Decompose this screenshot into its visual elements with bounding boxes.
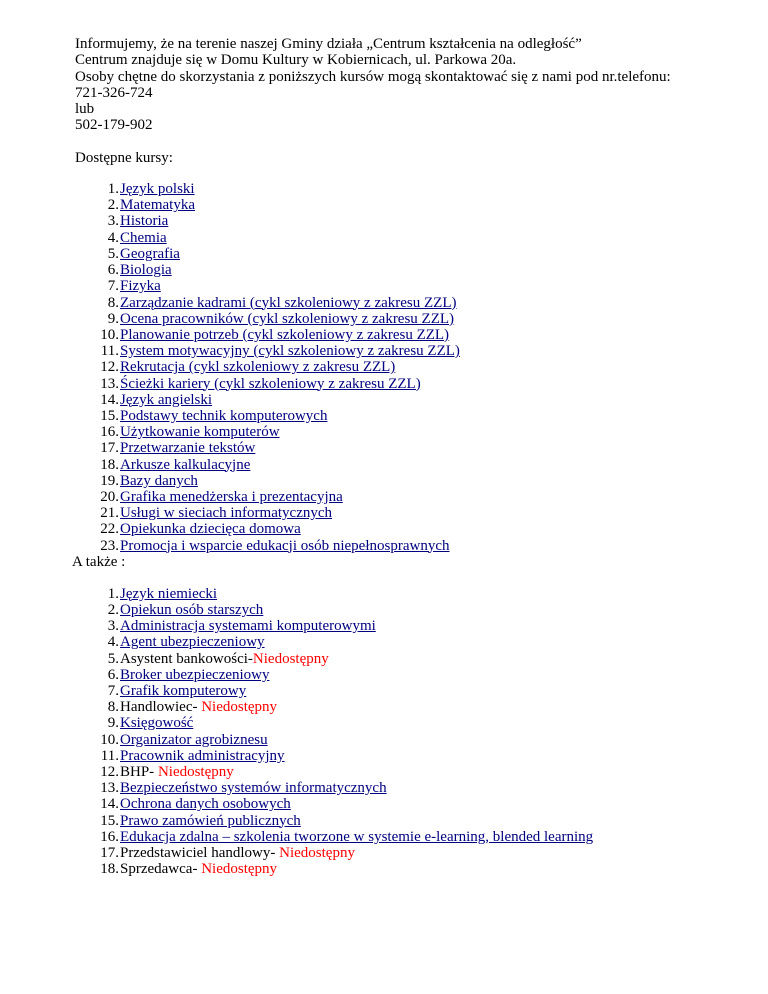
list-item [75, 457, 755, 473]
list-item-number: 15. [100, 407, 119, 424]
list-item-number: 17. [100, 440, 119, 457]
course-link[interactable]: Ścieżki kariery (cykl szkoleniowy z zakresu ZZL) [120, 375, 421, 392]
course-link[interactable]: Administracja systemami komputerowymi [120, 618, 376, 635]
course-link[interactable]: Grafika menedżerska i prezentacyjna [120, 488, 343, 505]
list-item-number: 3. [107, 213, 119, 230]
or-text: lub [75, 101, 95, 118]
course-label: BHP- [120, 763, 158, 780]
list-item [75, 699, 755, 715]
list-item [75, 813, 755, 829]
list-item [75, 213, 755, 229]
list-item [75, 343, 755, 359]
course-link[interactable]: Ochrona danych osobowych [120, 796, 291, 813]
list-item-number: 21. [100, 505, 119, 522]
course-label: Sprzedawca- [120, 861, 202, 878]
list-item-number: 12. [100, 763, 119, 780]
list-item [75, 440, 755, 456]
list-item [75, 634, 755, 650]
list-item [75, 602, 755, 618]
list-item-number: 10. [100, 731, 119, 748]
course-link[interactable]: Rekrutacja (cykl szkoleniowy z zakresu ZZL) [120, 359, 396, 376]
list-item [75, 262, 755, 278]
list-item [75, 829, 755, 845]
course-link[interactable]: Opiekun osób starszych [120, 601, 264, 618]
list-item [75, 586, 755, 602]
list-item-number: 8. [107, 699, 119, 716]
list-item-number: 14. [100, 796, 119, 813]
list-item-number: 19. [100, 472, 119, 489]
course-link[interactable]: Edukacja zdalna – szkolenia tworzone w systemie e-learning, blended learning [120, 828, 594, 845]
list-item [75, 764, 755, 780]
list-item [75, 618, 755, 634]
course-label: Przedstawiciel handlowy- [120, 845, 280, 861]
course-link[interactable]: Organizator agrobiznesu [120, 731, 268, 748]
list-item [75, 473, 755, 489]
list-item [75, 376, 755, 392]
course-link[interactable]: Opiekunka dziecięca domowa [120, 521, 301, 538]
list-item-number: 18. [100, 861, 119, 878]
phone-number-1: 721-326-724 [75, 84, 153, 101]
intro-line-3: Osoby chętne do skorzystania z poniższych kursów mogą skontaktować się z nami pod nr.telefonu: [75, 68, 671, 85]
list-item-number: 11. [100, 343, 119, 360]
list-item [75, 359, 755, 375]
list-item [75, 683, 755, 699]
list-item-number: 20. [100, 488, 119, 505]
list-item-number: 3. [107, 618, 119, 635]
list-item-number: 17. [100, 845, 119, 861]
unavailable-status: Niedostępny [252, 650, 329, 667]
list-item [75, 408, 755, 424]
list-item-number: 6. [107, 666, 119, 683]
list-item-number: 11. [100, 747, 119, 764]
course-link[interactable]: Bazy danych [120, 472, 198, 489]
list-item-number: 8. [107, 294, 119, 311]
course-label: Handlowiec- [120, 699, 202, 716]
also-courses-list [75, 586, 755, 878]
course-link[interactable]: Bezpieczeństwo systemów informatycznych [120, 780, 387, 797]
list-item [75, 197, 755, 213]
list-item [75, 327, 755, 343]
list-item-number: 9. [107, 715, 119, 732]
list-item [75, 311, 755, 327]
course-link[interactable]: Planowanie potrzeb (cykl szkoleniowy z zakresu ZZL) [120, 326, 450, 343]
list-item [75, 748, 755, 764]
course-link[interactable]: Ocena pracowników (cykl szkoleniowy z zakresu ZZL) [120, 310, 455, 327]
course-link[interactable]: Chemia [120, 229, 167, 246]
course-link[interactable]: Fizyka [120, 278, 161, 295]
list-item [75, 715, 755, 731]
course-link[interactable]: System motywacyjny (cykl szkoleniowy z zakresu ZZL) [120, 343, 460, 360]
list-item-number: 2. [107, 601, 119, 618]
list-item-number: 7. [107, 278, 119, 295]
course-link[interactable]: Przetwarzanie tekstów [120, 440, 256, 457]
list-item [75, 278, 755, 294]
course-link[interactable]: Podstawy technik komputerowych [120, 407, 328, 424]
list-item [75, 424, 755, 440]
course-link[interactable]: Promocja i wsparcie edukacji osób niepełnosprawnych [120, 537, 450, 554]
course-link[interactable]: Grafik komputerowy [120, 682, 247, 699]
list-item [75, 505, 755, 521]
list-item-number: 5. [107, 650, 119, 667]
unavailable-status: Niedostępny [157, 763, 234, 780]
course-link[interactable]: Zarządzanie kadrami (cykl szkoleniowy z zakresu ZZL) [120, 294, 457, 311]
list-item-number: 12. [100, 359, 119, 376]
list-item-number: 10. [100, 326, 119, 343]
list-item-number: 6. [107, 262, 119, 279]
document-page [72, 36, 755, 878]
list-item [75, 651, 755, 667]
list-item-number: 4. [107, 229, 119, 246]
unavailable-status: Niedostępny [201, 699, 278, 716]
list-item [75, 732, 755, 748]
list-item-number: 4. [107, 634, 119, 651]
list-item [75, 796, 755, 812]
list-item [75, 845, 755, 861]
list-item-number: 13. [100, 780, 119, 797]
course-link[interactable]: Język polski [120, 181, 195, 198]
list-item [75, 667, 755, 683]
list-item-number: 7. [107, 682, 119, 699]
course-link[interactable]: Prawo zamówień publicznych [120, 812, 301, 829]
course-link[interactable]: Arkusze kalkulacyjne [120, 456, 251, 473]
list-item-number: 16. [100, 424, 119, 441]
also-heading: A także : [72, 553, 126, 570]
list-item [75, 230, 755, 246]
list-item-number: 1. [107, 181, 119, 198]
list-item [75, 392, 755, 408]
courses-list [75, 181, 755, 554]
course-link[interactable]: Matematyka [120, 197, 195, 214]
list-item [75, 521, 755, 537]
course-link[interactable]: Geografia [120, 245, 180, 262]
list-item [75, 780, 755, 796]
unavailable-status: Niedostępny [201, 861, 278, 878]
list-item-number: 1. [107, 585, 119, 602]
list-item [75, 295, 755, 311]
list-item-number: 13. [100, 375, 119, 392]
list-item-number: 16. [100, 828, 119, 845]
courses-heading: Dostępne kursy: [75, 149, 173, 166]
list-item [75, 861, 755, 877]
list-item-number: 2. [107, 197, 119, 214]
list-item-number: 14. [100, 391, 119, 408]
list-item-number: 22. [100, 521, 119, 538]
unavailable-status: Niedostępny [279, 845, 355, 861]
course-link[interactable]: Biologia [120, 262, 172, 279]
intro-line-1: Informujemy, że na terenie naszej Gminy działa „Centrum kształcenia na odległość” [75, 36, 582, 52]
list-item-number: 5. [107, 245, 119, 262]
phone-number-2: 502-179-902 [75, 117, 153, 134]
course-label: Asystent bankowości- [120, 650, 253, 667]
course-link[interactable]: Księgowość [120, 715, 194, 732]
course-link[interactable]: Usługi w sieciach informatycznych [120, 505, 333, 522]
list-item-number: 9. [107, 310, 119, 327]
list-item-number: 15. [100, 812, 119, 829]
course-link[interactable]: Agent ubezpieczeniowy [120, 634, 265, 651]
course-link[interactable]: Język angielski [120, 391, 213, 408]
course-link[interactable]: Język niemiecki [120, 585, 218, 602]
list-item [75, 538, 755, 554]
list-item [75, 246, 755, 262]
course-link[interactable]: Historia [120, 213, 169, 230]
course-link[interactable]: Pracownik administracyjny [120, 747, 285, 764]
intro-line-2: Centrum znajduje się w Domu Kultury w Kobiernicach, ul. Parkowa 20a. [75, 52, 517, 69]
course-link[interactable]: Użytkowanie komputerów [120, 424, 280, 441]
list-item [75, 489, 755, 505]
list-item [75, 181, 755, 197]
course-link[interactable]: Broker ubezpieczeniowy [120, 666, 270, 683]
list-item-number: 18. [100, 456, 119, 473]
list-item-number: 23. [100, 537, 119, 554]
